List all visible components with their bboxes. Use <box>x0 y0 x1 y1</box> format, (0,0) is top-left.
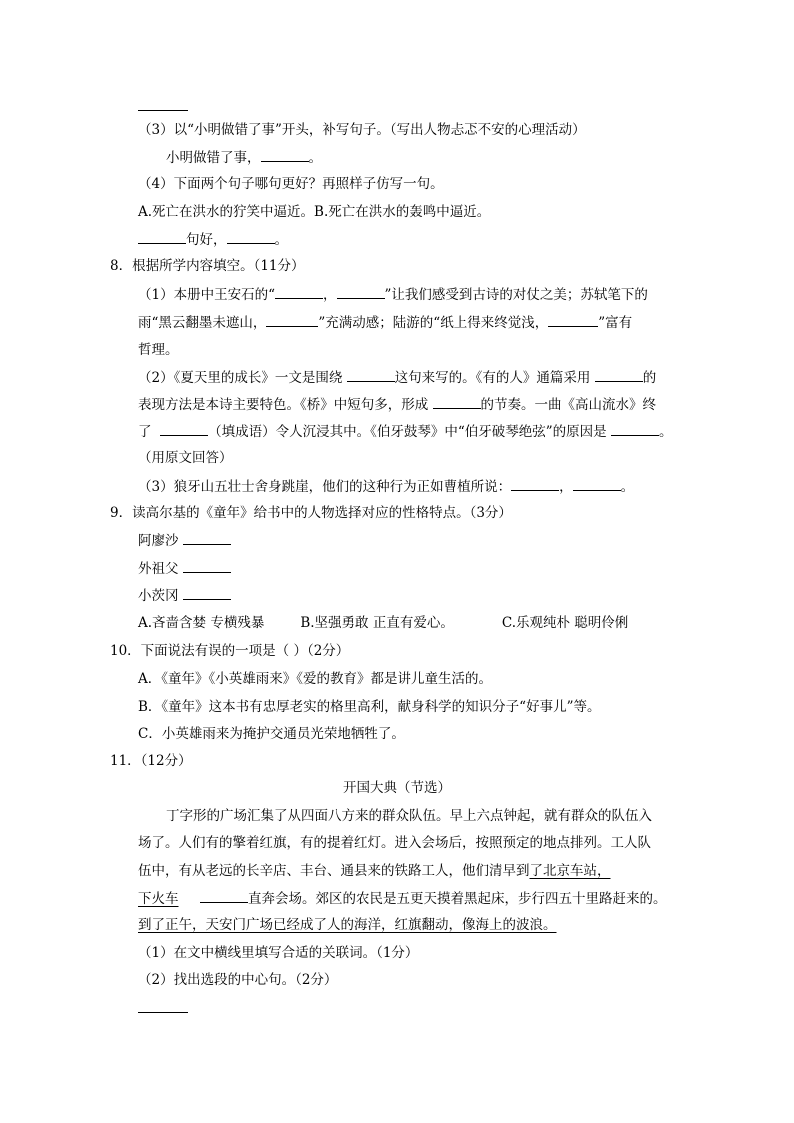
passage-line <box>138 888 666 909</box>
passage-underlined-text: 到了正午，天安门广场已经成了人的海洋，红旗翻动，像海上的波浪。 <box>138 917 557 933</box>
q8-sub1-line3: 哲理。 <box>138 342 179 358</box>
q8-text: 的节奏。一曲《高山流水》终 <box>480 397 657 413</box>
answer-blank[interactable] <box>347 367 395 382</box>
q8-text: ”充满动感；陆游的“纸上得来终觉浅， <box>318 315 549 331</box>
q9-name: 外祖父 <box>138 561 179 577</box>
q8-title: 8．根据所学内容填空。（11分） <box>110 258 305 274</box>
q7-sub4-prompt: （4）下面两个句子哪句更好？再照样子仿写一句。 <box>138 176 444 192</box>
q7-sub3-prefix: 小明做错了事， <box>166 150 261 166</box>
q8-text: ， <box>323 287 337 303</box>
passage-title: 开国大典（节选） <box>343 780 451 796</box>
q7-sub4-options: A.死亡在洪水的狞笑中逼近。B.死亡在洪水的轰鸣中逼近。 <box>138 204 491 220</box>
q10-option-c: C．小英雄雨来为掩护交通员光荣地牺牲了。 <box>138 726 405 742</box>
answer-blank[interactable] <box>227 229 275 244</box>
answer-blank[interactable] <box>275 284 323 299</box>
q9-option-a: A.吝啬含婪 专横残暴 <box>138 615 265 631</box>
answer-blank[interactable] <box>433 394 481 409</box>
passage-underlined-text: 了北京车站， <box>529 863 611 879</box>
passage-line: 场了。人们有的擎着红旗，有的提着红灯。进入会场后，按照预定的地点排列。工人队 <box>138 835 651 851</box>
passage-line: 丁字形的广场汇集了从四面八方来的群众队伍。早上六点钟起，就有群众的队伍入 <box>166 808 652 824</box>
answer-blank[interactable] <box>183 585 231 600</box>
q8-text: 表现方法是本诗主要特色。《桥》中短句多，形成 <box>138 397 429 413</box>
q9-name-row <box>138 585 231 606</box>
q8-text: ”富有 <box>598 315 633 331</box>
answer-blank[interactable] <box>160 421 208 436</box>
q8-sub1-line2 <box>138 312 632 333</box>
q7-sub4-answer <box>138 229 288 250</box>
answer-blank[interactable] <box>511 476 559 491</box>
answer-blank[interactable] <box>200 888 248 903</box>
q8-sub2-line3 <box>138 421 672 442</box>
passage-text: 直奔会场。郊区的农民是五更天摸着黑起床，步行四五十里路赶来的。 <box>247 891 667 907</box>
q9-options <box>138 613 628 633</box>
q9-name: 阿廖沙 <box>138 533 179 549</box>
q9-option-c: C.乐观纯朴 聪明伶俐 <box>501 615 629 631</box>
q11-title: 11．（12分） <box>110 753 192 769</box>
q8-text: ， <box>559 479 573 495</box>
q11-sub2: （2）找出选段的中心句。（2分） <box>138 972 338 988</box>
q10-option-a: A．《童年》《小英雄雨来》《爱的教育》都是讲儿童生活的。 <box>138 671 492 687</box>
q8-text: 这句来写的。《有的人》通篇采用 <box>394 370 591 386</box>
answer-blank[interactable] <box>611 421 659 436</box>
q7-sub3-answer <box>166 147 322 168</box>
q10-title: 10．下面说法有误的一项是（ ）（2分） <box>110 643 350 659</box>
q9-title: 9．读高尔基的《童年》给书中的人物选择对应的性格特点。（3分） <box>110 505 512 521</box>
answer-blank[interactable] <box>337 284 385 299</box>
q9-name-row <box>138 530 231 551</box>
q8-sub2-line1 <box>138 367 656 388</box>
answer-blank[interactable] <box>183 558 231 573</box>
q8-sub2-line4: （用原文回答） <box>138 450 233 466</box>
q7-sub4-end: 。 <box>274 232 288 248</box>
q11-sub1: （1）在文中横线里填写合适的关联词。（1分） <box>138 945 419 961</box>
answer-blank[interactable] <box>595 367 643 382</box>
q7-sub4-mid: 句好， <box>186 232 227 248</box>
answer-blank[interactable] <box>266 312 318 327</box>
q8-text: 的 <box>642 370 657 386</box>
top-answer-line <box>138 110 188 111</box>
answer-blank[interactable] <box>138 229 186 244</box>
q8-text: 雨“黑云翻墨未遮山， <box>138 315 267 331</box>
q8-text: ”让我们感受到古诗的对仗之美；苏轼笔下的 <box>384 287 648 303</box>
q8-sub1-line1 <box>138 284 648 305</box>
q8-sub2-line2 <box>138 394 656 415</box>
q8-text: 。 <box>620 479 635 495</box>
q8-text: （1）本册中王安石的“ <box>138 287 275 303</box>
q8-text: （填成语）令人沉浸其中。《伯牙鼓琴》中“伯牙破琴绝弦”的原因是 <box>208 424 607 440</box>
q8-text: 。 <box>658 424 673 440</box>
q10-option-b: B．《童年》这本书有忠厚老实的格里高利，献身科学的知识分子“好事儿”等。 <box>138 699 601 715</box>
answer-blank[interactable] <box>261 147 309 162</box>
q8-sub3 <box>138 476 634 497</box>
q9-name-row <box>138 558 231 579</box>
passage-text: 伍中，有从老远的长辛店、丰台、通县来的铁路工人，他们清早到 <box>138 863 530 879</box>
bottom-answer-line[interactable] <box>138 1012 188 1013</box>
q8-text: （3）狼牙山五壮士舍身跳崖，他们的这种行为正如曹植所说： <box>138 479 512 495</box>
q9-option-b: B.坚强勇敢 正直有爱心。 <box>300 615 454 631</box>
answer-blank[interactable] <box>183 530 231 545</box>
answer-blank[interactable] <box>573 476 621 491</box>
q8-text: 了 <box>138 424 152 440</box>
q9-name: 小茨冈 <box>138 588 179 604</box>
passage-line <box>138 915 557 935</box>
passage-line <box>138 861 611 881</box>
answer-blank[interactable] <box>548 312 598 327</box>
q8-text: （2）《夏天里的成长》一文是围绕 <box>138 370 343 386</box>
passage-underlined-text: 下火车 <box>138 891 179 907</box>
q7-sub3-end: 。 <box>308 150 322 166</box>
q7-sub3-prompt: （3）以“小明做错了事”开头，补写句子。（写出人物忐忑不安的心理活动） <box>138 122 586 138</box>
